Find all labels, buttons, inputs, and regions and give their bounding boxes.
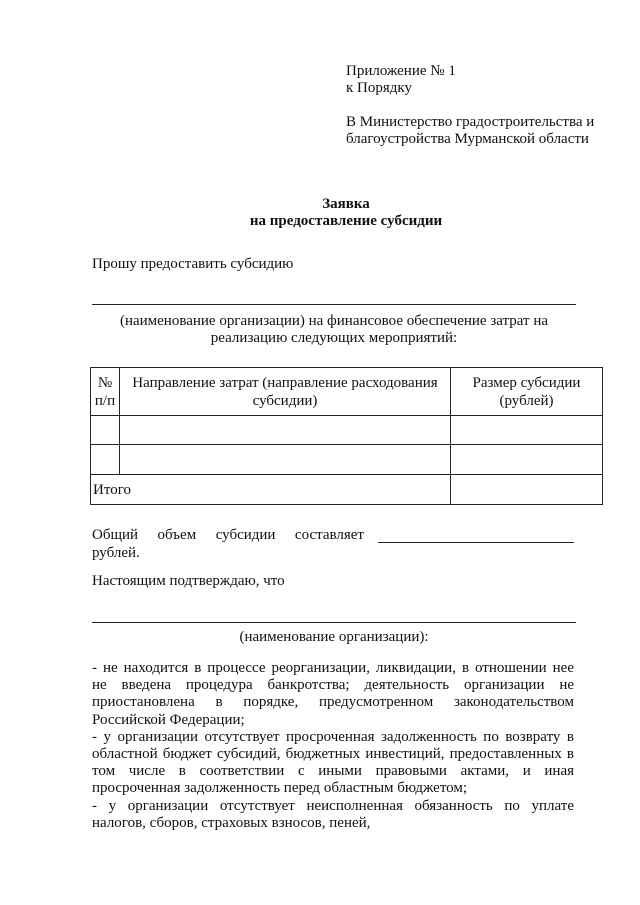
appendix-label: Приложение № 1 xyxy=(346,63,456,79)
total-subsidy-sentence xyxy=(92,527,364,545)
condition-1-line-2: не введена процедура банкротства; деятельность организации не xyxy=(92,677,574,694)
condition-2-line-2: областной бюджет субсидий, бюджетных инвестиций, предоставленных в xyxy=(92,746,574,763)
table-cell xyxy=(451,445,603,475)
table-header-row xyxy=(91,368,603,416)
addressee-line-2: благоустройства Мурманской области xyxy=(346,131,589,147)
total-value-cell xyxy=(451,475,603,505)
condition-2-line-3: том числе в соответствии с иными правовыми актами, и иная xyxy=(92,763,574,780)
confirmation-text: Настоящим подтверждаю, что xyxy=(92,573,285,589)
organization-name-line-2 xyxy=(92,622,576,623)
condition-list xyxy=(92,660,574,832)
column-number-header-line-1: № xyxy=(97,375,113,391)
table-row xyxy=(91,416,603,445)
addressee-line-1: В Министерство градостроительства и xyxy=(346,114,595,130)
total-label: Итого xyxy=(93,481,131,498)
condition-3-line-2: налогов, сборов, страховых взносов, пеней, xyxy=(92,814,371,831)
organization-caption-2: (наименование организации): xyxy=(239,629,429,645)
table-total-row xyxy=(91,475,603,505)
column-direction-header-line-2: субсидии) xyxy=(252,393,318,409)
table-cell xyxy=(120,416,451,445)
organization-caption-line-2: реализацию следующих мероприятий: xyxy=(210,330,458,346)
condition-3-line-1: - у организации отсутствует неисполненная обязанность по уплате xyxy=(92,797,574,814)
table-cell xyxy=(91,416,120,445)
column-direction-header xyxy=(120,368,451,416)
organization-caption-line-1: (наименование организации) на финансовое обеспечение затрат на xyxy=(119,313,549,329)
column-number-header-line-2: п/п xyxy=(94,393,116,409)
condition-1-line-3: приостановлена в порядке, предусмотренном законодательством xyxy=(92,694,574,711)
column-direction-header-line-1: Направление затрат (направление расходования xyxy=(132,375,438,391)
document-subtitle: на предоставление субсидии xyxy=(249,213,443,229)
total-label-cell xyxy=(91,475,451,505)
table-row xyxy=(91,445,603,475)
total-word-3: субсидии xyxy=(215,527,276,543)
order-reference: к Порядку xyxy=(346,80,412,96)
table-cell xyxy=(91,445,120,475)
total-word-1: Общий xyxy=(92,527,139,543)
document-title: Заявка xyxy=(322,196,370,212)
total-word-4: составляет xyxy=(294,527,364,543)
column-size-header xyxy=(451,368,603,416)
expenses-table xyxy=(90,367,603,505)
table-cell xyxy=(451,416,603,445)
column-size-header-line-2: (рублей) xyxy=(499,393,554,409)
total-currency: рублей. xyxy=(92,545,140,561)
condition-2-line-1: - у организации отсутствует просроченная задолженность по возврату в xyxy=(92,728,574,745)
condition-1-line-4: Российской Федерации; xyxy=(92,711,245,728)
total-amount-line xyxy=(378,542,574,543)
column-number-header xyxy=(91,368,120,416)
organization-name-line xyxy=(92,304,576,305)
total-word-2: объем xyxy=(157,527,197,543)
column-size-header-line-1: Размер субсидии xyxy=(472,375,581,391)
condition-2-line-4: просроченная задолженность перед областным бюджетом; xyxy=(92,780,468,797)
table-cell xyxy=(120,445,451,475)
request-text: Прошу предоставить субсидию xyxy=(92,256,294,272)
condition-1-line-1: - не находится в процессе реорганизации, ликвидации, в отношении нее xyxy=(92,660,574,676)
